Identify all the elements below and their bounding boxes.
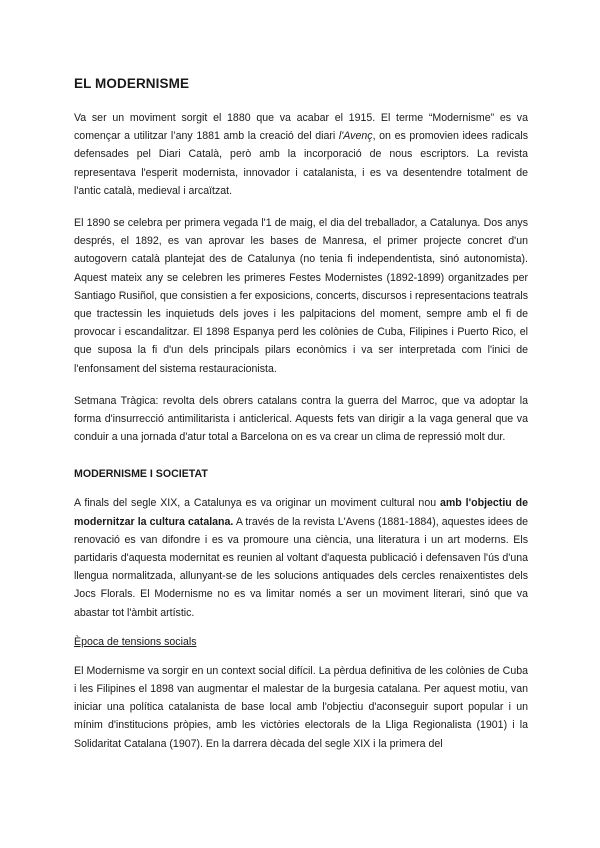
paragraph-history: El 1890 se celebra per primera vegada l'1 de maig, el dia del treballador, a Catalunya. Dos anys després, el 1892, es van aprovar les bases de Manresa, el primer projecte concret d'un autogovern català plantejat des de Catalunya (no tenia fi independentista, sinó autonomista). Aquest mateix any se celebren les primeres Festes Modernistes (1892-1899) organitzades per Santiago Rusiñol, que consistien a fer exposicions, concerts, discursos i representacions teatrals que tractessin les inquietuds dels joves i les palpitacions del moment, sempre amb el fi de provocar i escandalitzar. El 1898 Espanya perd les colònies de Cuba, Filipines i Puerto Rico, el que suposa la fi d'un dels principals pilars econòmics i va ser interpretada com l'inici de l'enfonsament del sistema restauracionista. bbox=[74, 217, 529, 375]
paragraph-intro bbox=[74, 109, 528, 200]
paragraph-societat-text-b: A través de la revista L'Avens (1881-1884), aquestes idees de renovació es van difondre i es va promoure una ciència, una literatura i un art moderns. Els partidaris d'aquesta modernitat es reunien al voltant d'aquesta publicació i defensaven l'ús d'una llengua normalitzada, allunyant-se de les solucions antiquades dels cercles renaixentistes dels Jocs Florals. El Modernisme no es va limitar només a ser un moviment literari, sinó que va abastar tot l'àmbit artístic. bbox=[74, 515, 528, 619]
paragraph-societat bbox=[74, 494, 528, 621]
section-heading-tensions-socials: Època de tensions socials bbox=[74, 635, 197, 648]
section-heading-modernisme-societat: MODERNISME I SOCIETAT bbox=[74, 468, 208, 481]
page-title: EL MODERNISME bbox=[74, 76, 190, 91]
paragraph-societat-text-a: A finals del segle XIX, a Catalunya es va originar un moviment cultural nou bbox=[74, 497, 440, 510]
paragraph-setmana-tragica: Setmana Tràgica: revolta dels obrers catalans contra la guerra del Marroc, que va adoptar la forma d'insurrecció antimilitarista i anticlerical. Aquests fets van dirigir a la vaga general que va conduir a una jornada d'atur total a Barcelona on es va crear un clima de repressió molt dur. bbox=[74, 394, 528, 444]
newspaper-name: l'Avenç bbox=[338, 130, 373, 143]
paragraph-societat-bold: amb l'objectiu de modernitzar la cultura catalana. bbox=[74, 497, 528, 528]
paragraph-tensions: El Modernisme va sorgir en un context social difícil. La pèrdua definitiva de les colònies de Cuba i les Filipines el 1898 van augmentar el malestar de la burgesia catalana. Per aquest motiu, van iniciar una política catalanista de base local amb l'objectiu d'aconseguir suport popular i un mínim d'institucions pròpies, amb les victòries electorals de la Lliga Regionalista (1901) i la Solidaritat Catalana (1907). En la darrera dècada del segle XIX i la primera del bbox=[74, 664, 528, 750]
paragraph-intro-text-a: Va ser un moviment sorgit el 1880 que va acabar el 1915. El terme “Modernisme” es va començar a utilitzar l’any 1881 amb la creació del diari bbox=[74, 112, 528, 143]
document-page bbox=[74, 76, 528, 767]
paragraph-intro-text-b: , on es promovien idees radicals defensades pel Diari Català, però amb la incorporació de nous escriptors. La revista representava l'esperit modernista, innovador i catalanista, i es va desentendre totalment de l'antic català, medieval i arcaïtzat. bbox=[74, 130, 528, 197]
